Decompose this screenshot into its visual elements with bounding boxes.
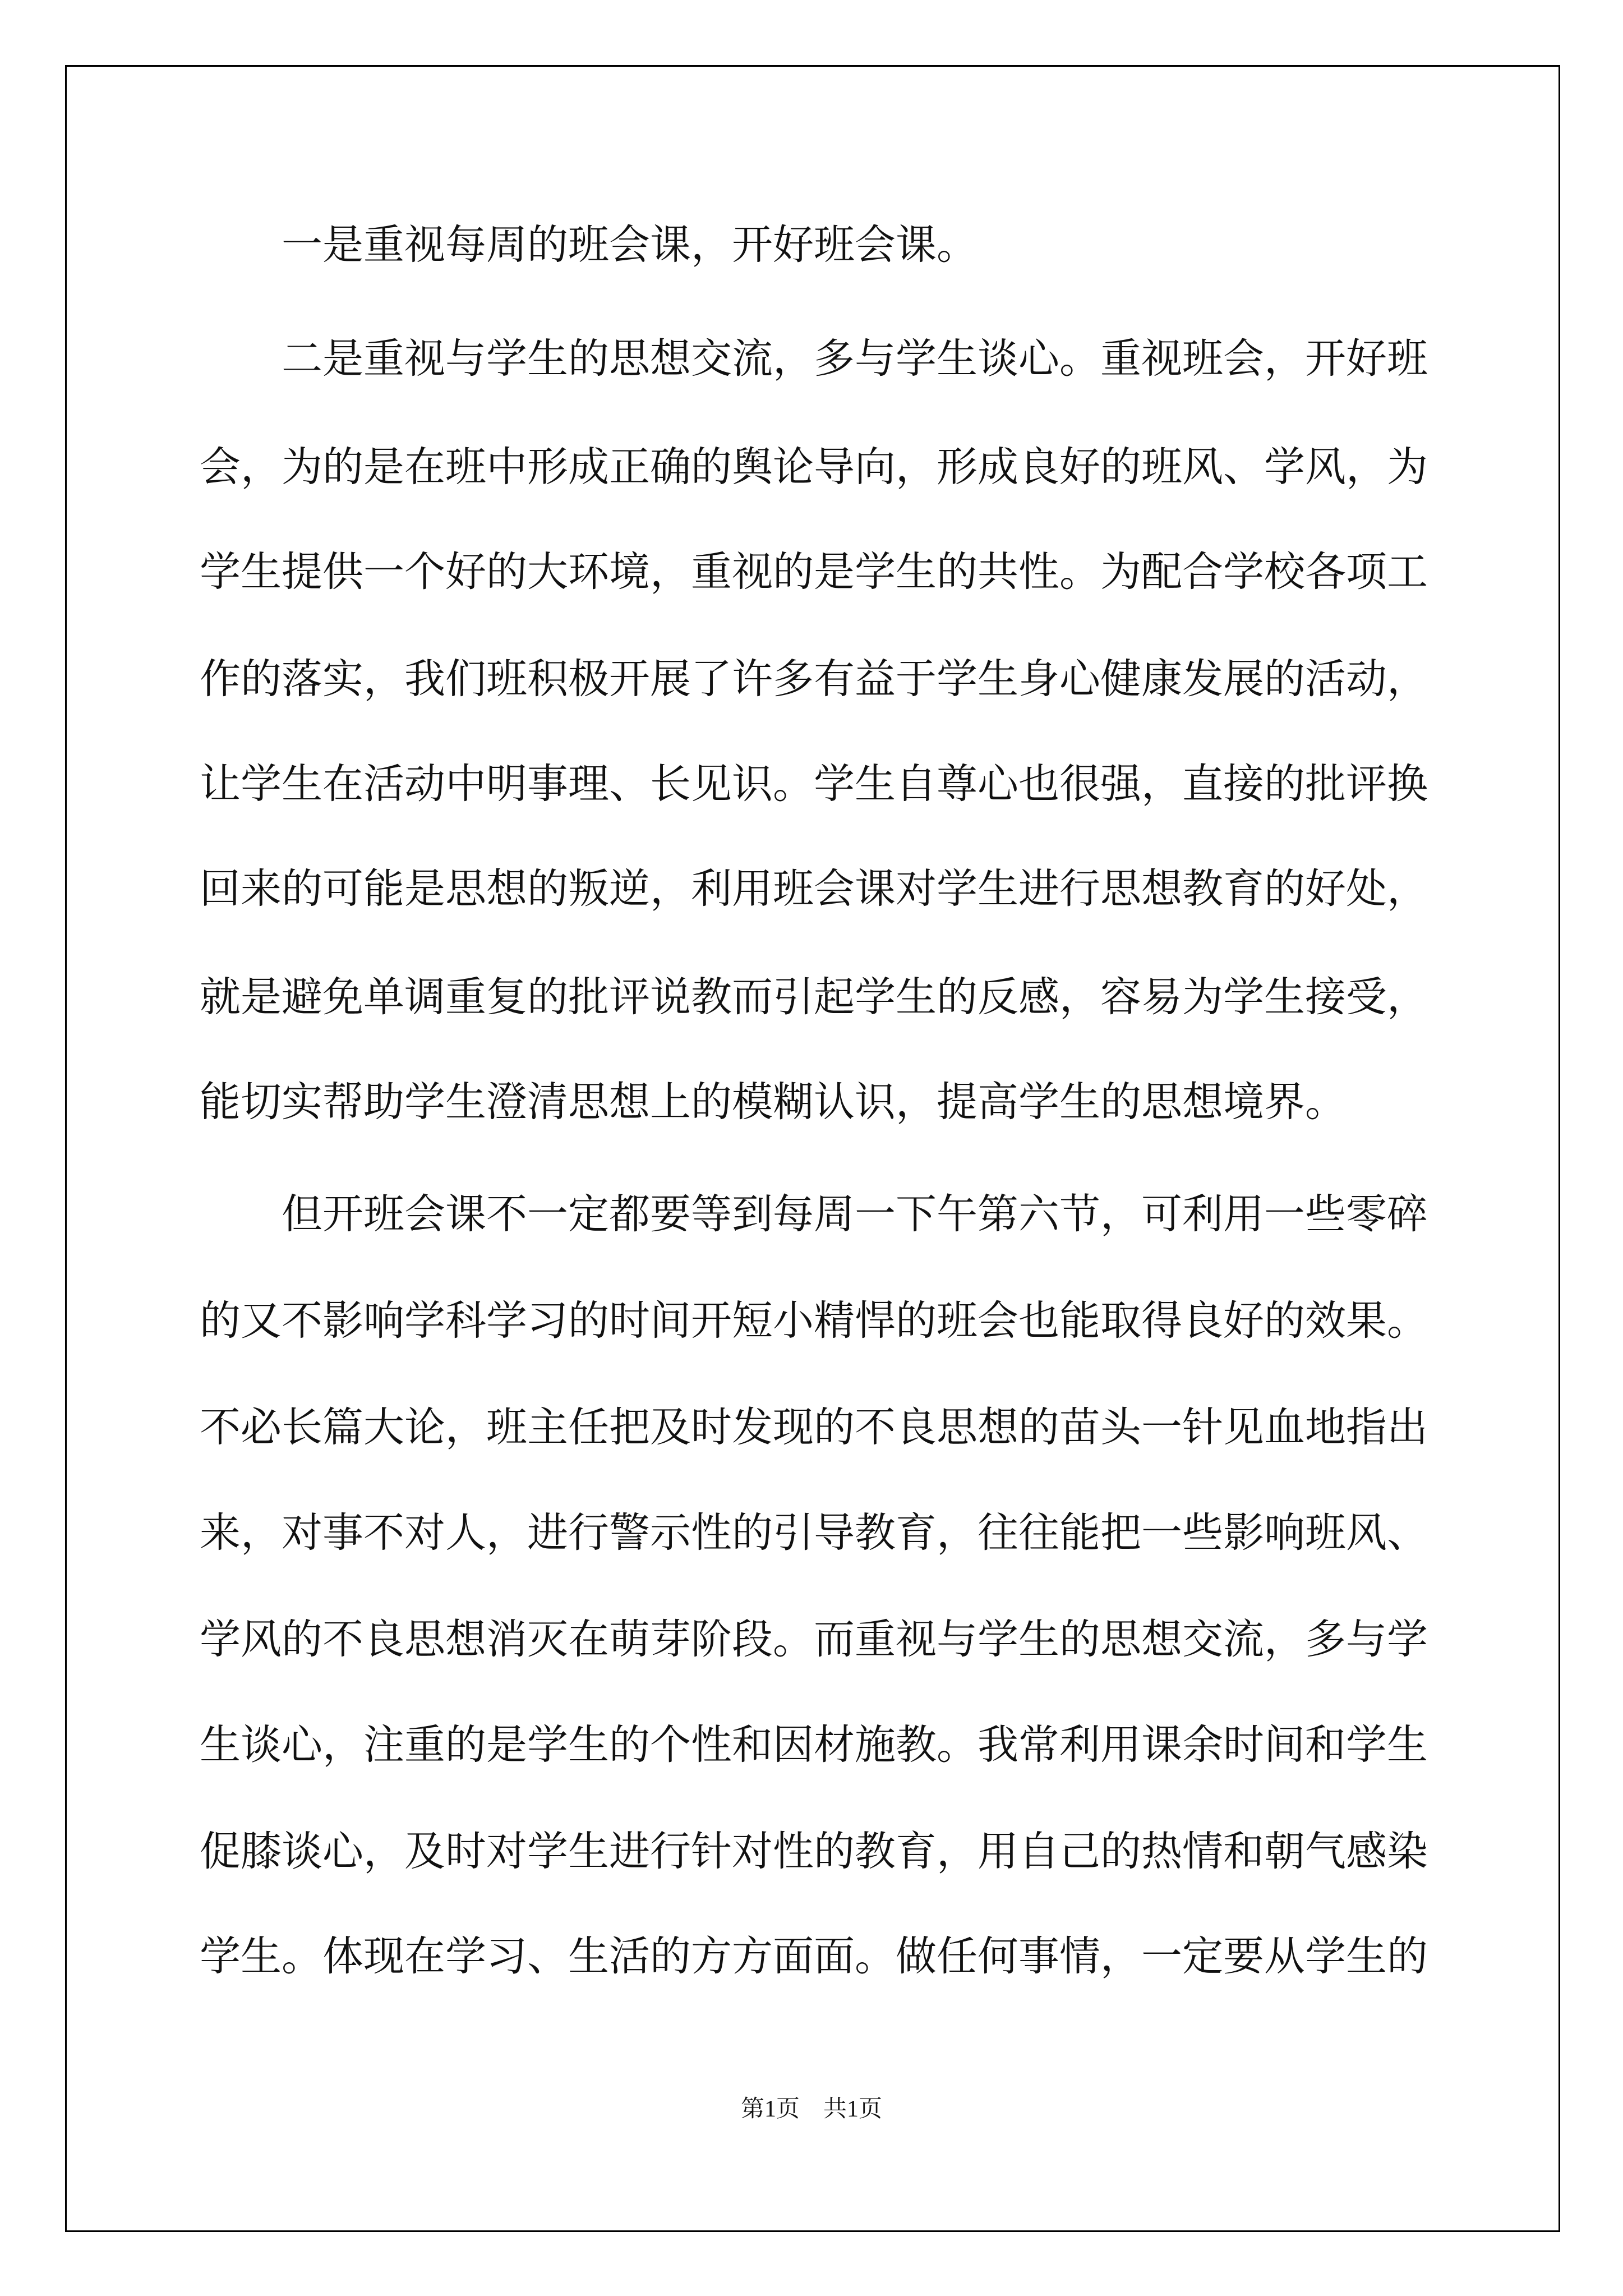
paragraph-2-line-5: 让学生在活动中明事理、长见识。学生自尊心也很强，直接的批评换 [200, 760, 1428, 808]
total-pages: 共1页 [823, 2096, 883, 2122]
paragraph-3-line-6: 生谈心，注重的是学生的个性和因材施教。我常利用课余时间和学生 [200, 1721, 1428, 1769]
paragraph-2-line-4: 作的落实，我们班积极开展了许多有益于学生身心健康发展的活动， [200, 655, 1428, 703]
paragraph-3-line-2: 的又不影响学科学习的时间开短小精悍的班会也能取得良好的效果。 [200, 1297, 1428, 1345]
paragraph-3-line-7: 促膝谈心，及时对学生进行针对性的教育，用自己的热情和朝气感染 [200, 1828, 1428, 1875]
paragraph-3-line-5: 学风的不良思想消灭在萌芽阶段。而重视与学生的思想交流，多与学 [200, 1616, 1428, 1663]
page-border [65, 65, 1560, 2232]
paragraph-2-line-2: 会，为的是在班中形成正确的舆论导向，形成良好的班风、学风，为 [200, 443, 1428, 491]
paragraph-2-line-1: 二是重视与学生的思想交流，多与学生谈心。重视班会，开好班 [282, 335, 1428, 383]
paragraph-1-line-1: 一是重视每周的班会课，开好班会课。 [282, 221, 978, 269]
paragraph-2-line-8: 能切实帮助学生澄清思想上的模糊认识，提高学生的思想境界。 [200, 1078, 1346, 1126]
paragraph-3-line-4: 来，对事不对人，进行警示性的引导教育，往往能把一些影响班风、 [200, 1509, 1428, 1557]
paragraph-3-line-8: 学生。体现在学习、生活的方方面面。做任何事情，一定要从学生的 [200, 1932, 1428, 1980]
paragraph-2-line-3: 学生提供一个好的大环境，重视的是学生的共性。为配合学校各项工 [200, 548, 1428, 596]
paragraph-2-line-7: 就是避免单调重复的批评说教而引起学生的反感，容易为学生接受， [200, 973, 1428, 1021]
page-footer [0, 2095, 1623, 2123]
page-number: 第1页 [740, 2096, 800, 2122]
paragraph-3-line-3: 不必长篇大论，班主任把及时发现的不良思想的苗头一针见血地指出 [200, 1404, 1428, 1451]
paragraph-2-line-6: 回来的可能是思想的叛逆，利用班会课对学生进行思想教育的好处， [200, 865, 1428, 913]
paragraph-3-line-1: 但开班会课不一定都要等到每周一下午第六节，可利用一些零碎 [282, 1190, 1428, 1238]
